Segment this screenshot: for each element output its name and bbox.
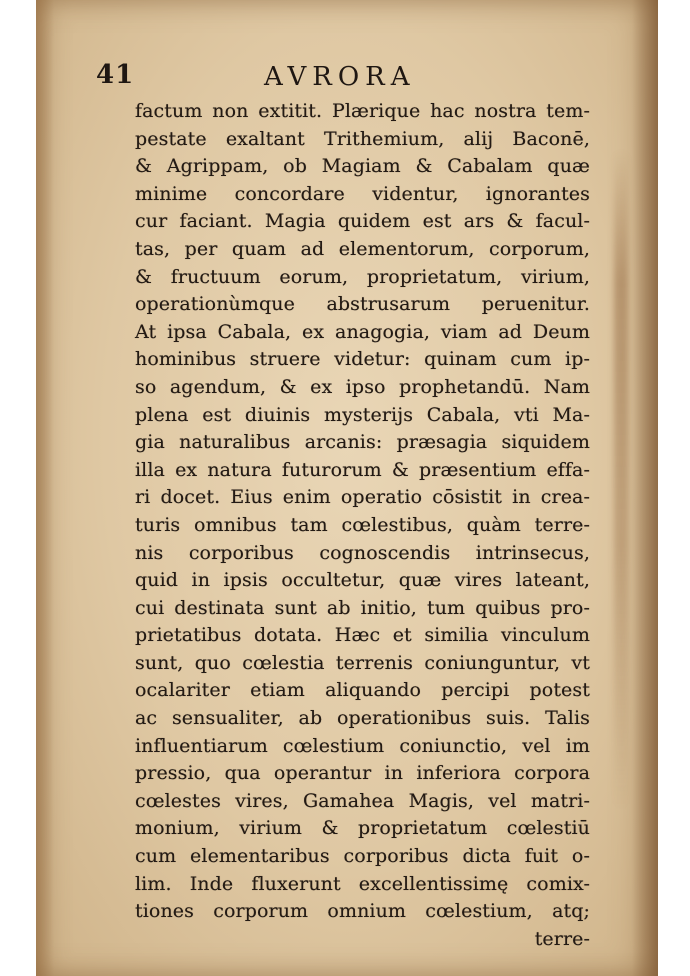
text-line: monium, virium & proprietatum cœlestiū	[135, 817, 590, 840]
text-line: ocalariter etiam aliquando percipi potest	[135, 679, 590, 702]
text-line: factum non extitit. Plærique hac nostra tem-	[135, 100, 590, 122]
text-line: lim. Inde fluxerunt excellentissimę comix-	[135, 872, 590, 895]
text-line: influentiarum cœlestium coniunctio, vel im	[135, 734, 590, 757]
text-line: At ipsa Cabala, ex anagogia, viam ad Deum	[135, 320, 590, 343]
text-line: operationùmque abstrusarum peruenitur.	[135, 293, 590, 316]
text-line: tas, per quam ad elementorum, corporum,	[135, 237, 590, 260]
page-number: 41	[96, 60, 135, 90]
text-line: turis omnibus tam cœlestibus, quàm terre-	[135, 513, 590, 536]
text-line: pressio, qua operantur in inferiora corpora	[135, 762, 590, 785]
catchword: terre-	[534, 927, 590, 950]
text-line: cœlestes vires, Gamahea Magis, vel matri-	[135, 789, 590, 812]
running-head: AVRORA	[264, 62, 416, 92]
text-line: nis corporibus cognoscendis intrinsecus,	[135, 541, 590, 564]
text-line: pestate exaltant Trithemium, alij Baconē,	[135, 127, 590, 150]
text-line: tiones corporum omnium cœlestium, atq;	[135, 900, 590, 923]
page-stain	[614, 150, 628, 810]
text-line: quid in ipsis occultetur, quæ vires lateant,	[135, 569, 590, 592]
text-line: ac sensualiter, ab operationibus suis. Talis	[135, 707, 590, 730]
text-line: & fructuum eorum, proprietatum, virium,	[135, 265, 590, 288]
page-header	[96, 60, 588, 96]
text-line: so agendum, & ex ipso prophetandū. Nam	[135, 375, 590, 398]
text-line: cui destinata sunt ab initio, tum quibus pro-	[135, 596, 590, 619]
text-line: minime concordare videntur, ignorantes	[135, 182, 590, 205]
text-line: illa ex natura futurorum & præsentium effa-	[135, 458, 590, 481]
text-line: cum elementaribus corporibus dicta fuit o-	[135, 845, 590, 868]
text-line: cur faciant. Magia quidem est ars & facul-	[135, 210, 590, 233]
text-line: sunt, quo cœlestia terrenis coniunguntur, vt	[135, 651, 590, 674]
text-line: & Agrippam, ob Magiam & Cabalam quæ	[135, 155, 590, 178]
text-line: gia naturalibus arcanis: præsagia siquidem	[135, 431, 590, 454]
text-line: plena est diuinis mysterijs Cabala, vti Ma-	[135, 403, 590, 426]
text-line: hominibus struere videtur: quinam cum ip-	[135, 348, 590, 371]
text-line: prietatibus dotata. Hæc et similia vinculum	[135, 624, 590, 647]
text-line: ri docet. Eius enim operatio cōsistit in crea-	[135, 486, 590, 509]
body-text	[135, 98, 590, 953]
